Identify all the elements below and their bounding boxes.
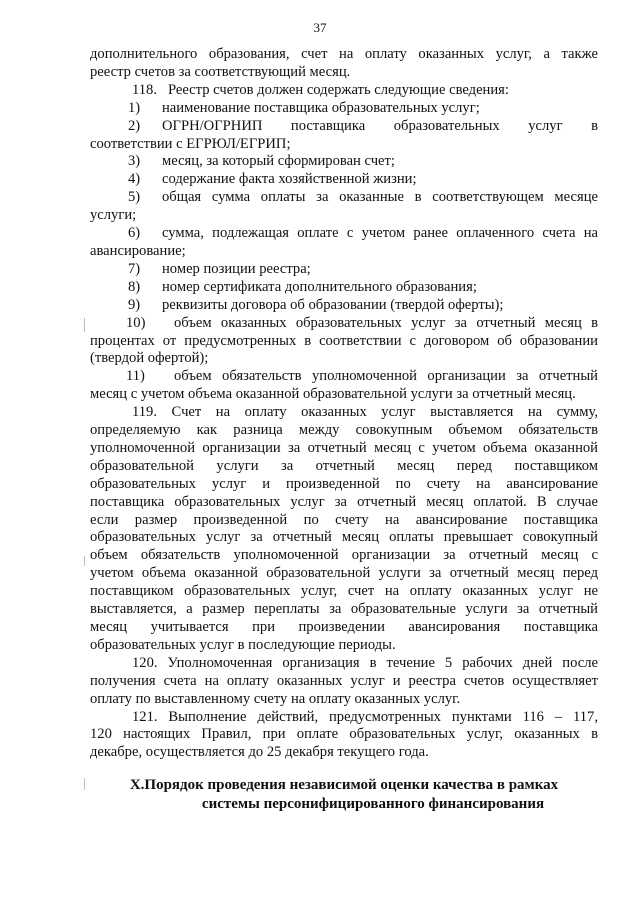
text-line: 121. Выполнение действий, предусмотренных пунктами 116 – 117, bbox=[132, 708, 598, 725]
text-line: дополнительного образования, счет на оплату оказанных услуг, а также bbox=[90, 46, 598, 62]
page-number: 37 bbox=[313, 20, 327, 35]
list-number: 9) bbox=[128, 296, 141, 313]
list-text: сумма, подлежащая оплате с учетом ранее оплаченного счета на bbox=[162, 225, 598, 242]
text-line: 120 настоящих Правил, при оплате образовательных услуг, оказанных в bbox=[90, 726, 598, 743]
list-item bbox=[90, 315, 598, 333]
list-number: 3) bbox=[128, 153, 141, 170]
list-number: 2) bbox=[128, 117, 141, 134]
text-line: реестр счетов за соответствующий месяц. bbox=[90, 63, 351, 80]
list-continuation: авансирование; bbox=[90, 242, 186, 259]
list-continuation: (твердой офертой); bbox=[90, 350, 209, 367]
text-line: если размер произведенной по счету на авансирование поставщика bbox=[90, 511, 598, 528]
text-line: учетом объема оказанной образовательной услуги за отчетный месяц перед bbox=[90, 565, 598, 582]
text-line: образовательных услуг в последующие периоды. bbox=[90, 636, 396, 653]
list-text: номер сертификата дополнительного образования; bbox=[162, 278, 477, 295]
scan-mark bbox=[84, 556, 85, 566]
list-text: ОГРН/ОГРНИП поставщика образовательных услуг в bbox=[162, 117, 598, 134]
paragraph-118-lead: 118. Реестр счетов должен содержать следующие сведения: bbox=[132, 81, 509, 98]
heading-line: X.Порядок проведения независимой оценки качества в рамках bbox=[129, 777, 559, 793]
list-number: 11) bbox=[126, 368, 145, 385]
list-continuation: соответствии с ЕГРЮЛ/ЕГРИП; bbox=[90, 135, 291, 152]
text-line: поставщиком образовательных услуг, счет на оплату оказанных услуг не bbox=[90, 583, 598, 600]
text-line: 120. Уполномоченная организация в течение 5 рабочих дней после bbox=[132, 654, 598, 671]
document-body bbox=[90, 46, 598, 762]
heading-line: системы персонифицированного финансирования bbox=[201, 796, 545, 812]
list-number: 8) bbox=[128, 278, 141, 295]
text-line: оплату по выставленному счету на оплату оказанных услуг. bbox=[90, 690, 461, 707]
list-text: общая сумма оплаты за оказанные в соответствующем месяце bbox=[162, 189, 598, 206]
text-line: 119. Счет на оплату оказанных услуг выставляется на сумму, bbox=[132, 404, 598, 421]
list-continuation: услуги; bbox=[90, 207, 137, 224]
list-number: 7) bbox=[128, 260, 141, 277]
list-item bbox=[90, 189, 598, 207]
list-item bbox=[90, 153, 598, 171]
list-number: 4) bbox=[128, 171, 141, 188]
text-line: месяц учитывается при произведении авансирования поставщика bbox=[90, 619, 598, 635]
list-number: 6) bbox=[128, 225, 141, 242]
text-line: объем обязательств уполномоченной организации за отчетный месяц с bbox=[90, 547, 598, 564]
list-text: объем оказанных образовательных услуг за отчетный месяц в bbox=[174, 314, 598, 331]
list-item bbox=[90, 118, 598, 136]
list-item bbox=[90, 368, 598, 386]
list-text: наименование поставщика образовательных услуг; bbox=[162, 99, 480, 116]
text-line: декабре, осуществляется до 25 декабря текущего года. bbox=[90, 744, 429, 761]
scan-mark bbox=[84, 778, 85, 790]
list-text: месяц, за который сформирован счет; bbox=[162, 153, 395, 170]
list-text: номер позиции реестра; bbox=[162, 260, 311, 277]
list-text: реквизиты договора об образовании (твердой оферты); bbox=[162, 296, 504, 313]
section-heading bbox=[90, 776, 598, 814]
list-continuation: процентах от предусмотренных в соответствии с договором об образовании bbox=[90, 332, 598, 349]
list-item bbox=[90, 279, 598, 297]
list-continuation: месяц с учетом объема оказанной образовательной услуги за отчетный месяц. bbox=[90, 386, 576, 403]
scan-mark bbox=[84, 318, 85, 332]
text-line: уполномоченной организации за отчетный месяц с учетом объема оказанной bbox=[90, 439, 598, 456]
text-line: получения счета на оплату оказанных услуг и реестра счетов осуществляет bbox=[90, 672, 598, 689]
list-number: 10) bbox=[126, 314, 146, 331]
list-number: 5) bbox=[128, 189, 141, 206]
text-line: образовательной услуги за отчетный месяц перед поставщиком bbox=[90, 457, 598, 474]
list-number: 1) bbox=[128, 99, 141, 116]
list-item bbox=[90, 171, 598, 189]
list-item bbox=[90, 297, 598, 315]
text-line: определяемую как разница между совокупным объемом обязательств bbox=[90, 422, 598, 439]
text-line: образовательных услуг за отчетный месяц оплаты превышает совокупный bbox=[90, 529, 598, 546]
list-text: содержание факта хозяйственной жизни; bbox=[162, 171, 417, 188]
list-item bbox=[90, 100, 598, 118]
list-text: объем обязательств уполномоченной организации за отчетный bbox=[174, 368, 598, 385]
text-line: поставщика образовательных услуг за отчетный месяц оплатой. В случае bbox=[90, 493, 598, 510]
text-line: образовательных услуг и произведенной по счету на авансирование bbox=[90, 475, 598, 492]
list-item bbox=[90, 261, 598, 279]
text-line: выставляется, а размер переплаты за образовательные услуги за отчетный bbox=[90, 601, 598, 618]
list-item bbox=[90, 225, 598, 243]
